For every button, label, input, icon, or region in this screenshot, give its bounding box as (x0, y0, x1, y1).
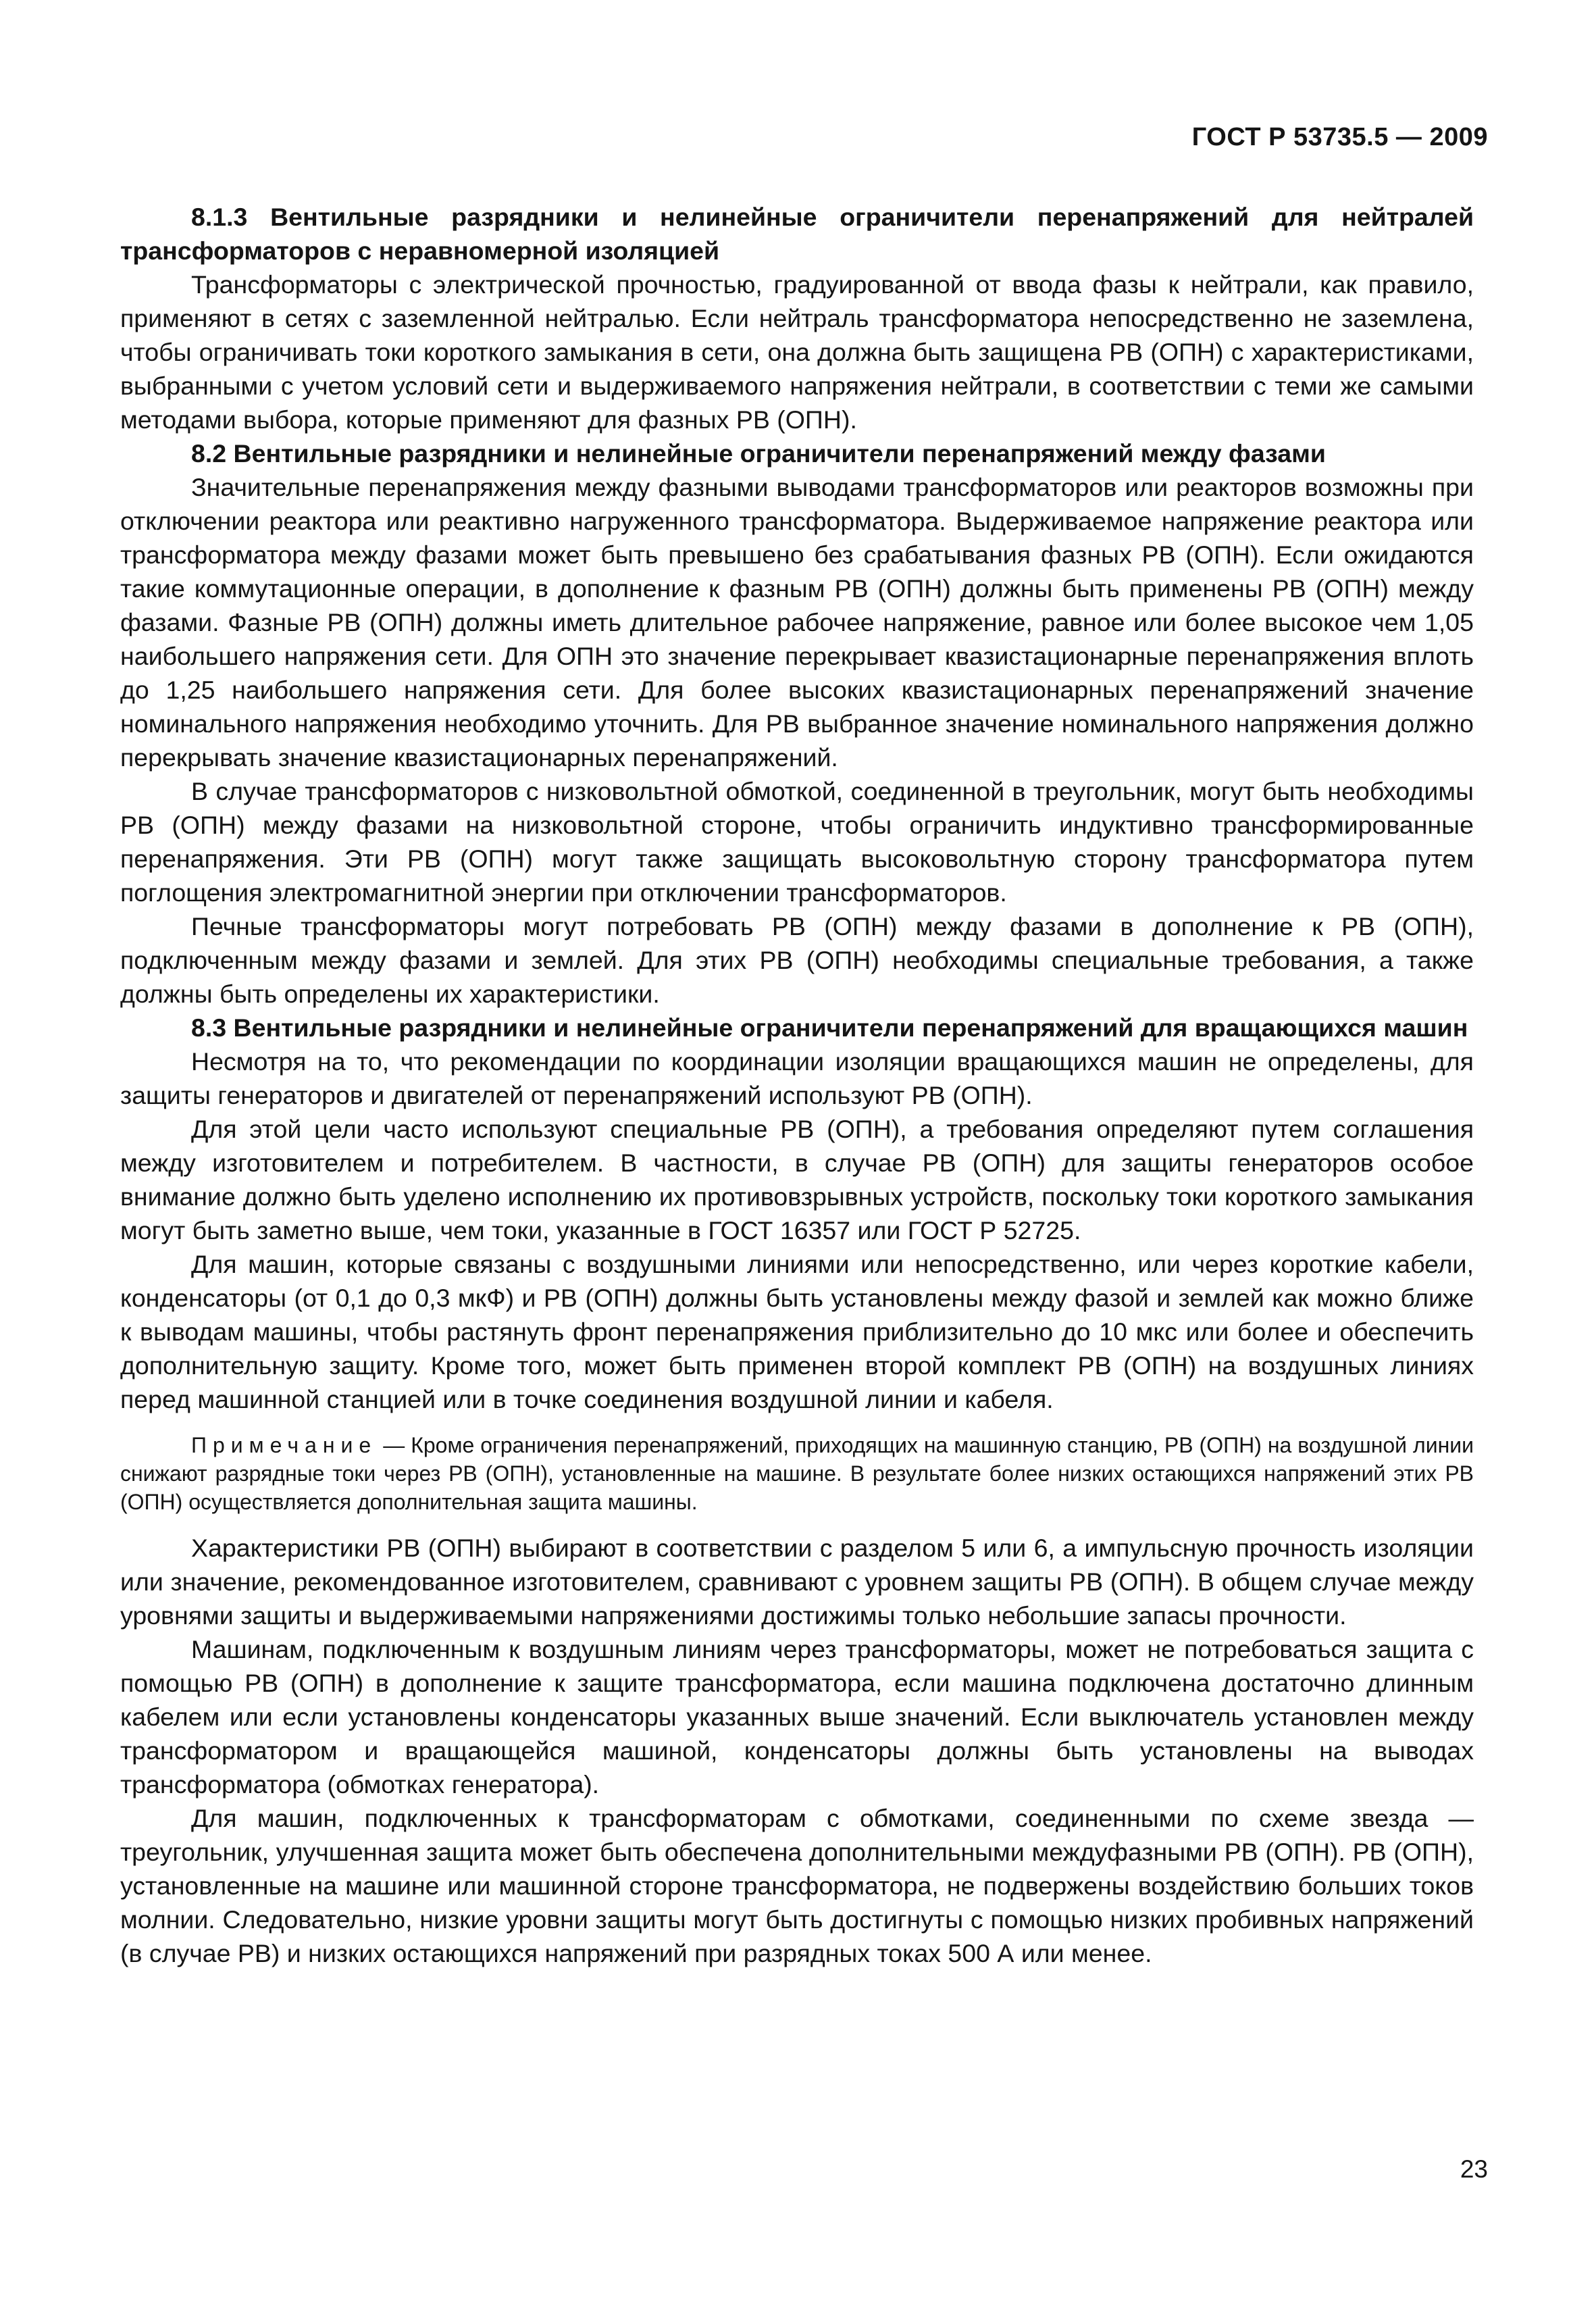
document-body (120, 200, 1474, 1970)
paragraph: Для этой цели часто используют специальные РВ (ОПН), а требования определяют путем соглашения между изготовителем и потребителем. В частности, в случае РВ (ОПН) для защиты генераторов особое внимание должно быть уделено исполнению их противовзрывных устройств, поскольку токи короткого замыкания могут быть заметно выше, чем токи, указанные в ГОСТ 16357 или ГОСТ Р 52725. (120, 1115, 1474, 1244)
note-dash: — (377, 1433, 411, 1457)
standard-header: ГОСТ Р 53735.5 — 2009 (1191, 123, 1488, 151)
paragraph: Значительные перенапряжения между фазными выводами трансформаторов или реакторов возможны при отключении реактора или реактивно нагруженного трансформатора. Выдерживаемое напряжение реактора или трансформатора между фазами может быть превышено без срабатывания фазных РВ (ОПН). Если ожидаются такие коммутационные операции, в дополнение к фазным РВ (ОПН) должны быть применены РВ (ОПН) между фазами. Фазные РВ (ОПН) должны иметь длительное рабочее напряжение, равное или более высокое чем 1,05 наибольшего напряжения сети. Для ОПН это значение перекрывает квазистационарные перенапряжения вплоть до 1,25 наибольшего напряжения сети. Для более высоких квазистационарных перенапряжений значение номинального напряжения необходимо уточнить. Для РВ выбранное значение номинального напряжения должно перекрывать значение квазистационарных перенапряжений. (120, 473, 1474, 772)
section-heading-8-1-3: 8.1.3 Вентильные разрядники и нелинейные ограничители перенапряжений для нейтралей трансформаторов с неравномерной изоляцией (120, 203, 1474, 265)
note-block (120, 1431, 1474, 1516)
note-text: Кроме ограничения перенапряжений, приходящих на машинную станцию, РВ (ОПН) на воздушной линии снижают разрядные токи через РВ (ОПН), установленные на машине. В результате более низких остающихся напряжений этих РВ (ОПН) осуществляется дополнительная защита машины. (120, 1433, 1474, 1514)
paragraph: Характеристики РВ (ОПН) выбирают в соответствии с разделом 5 или 6, а импульсную прочность изоляции или значение, рекомендованное изготовителем, сравнивают с уровнем защиты РВ (ОПН). В общем случае между уровнями защиты и выдерживаемыми напряжениями достижимы только небольшие запасы прочности. (120, 1534, 1474, 1630)
page-number: 23 (1460, 2155, 1488, 2183)
paragraph: Машинам, подключенным к воздушным линиям через трансформаторы, может не потребоваться защита с помощью РВ (ОПН) в дополнение к защите трансформатора, если машина подключена достаточно длинным кабелем или если установлены конденсаторы указанных выше значений. Если выключатель установлен между трансформатором и вращающейся машиной, конденсаторы должны быть установлены на выводах трансформатора (обмотках генератора). (120, 1635, 1474, 1799)
paragraph: Печные трансформаторы могут потребовать РВ (ОПН) между фазами в дополнение к РВ (ОПН), подключенным между фазами и землей. Для этих РВ (ОПН) необходимы специальные требования, а также должны быть определены их характеристики. (120, 912, 1474, 1008)
paragraph: Несмотря на то, что рекомендации по координации изоляции вращающихся машин не определены, для защиты генераторов и двигателей от перенапряжений используют РВ (ОПН). (120, 1047, 1474, 1109)
paragraph: Трансформаторы с электрической прочностью, градуированной от ввода фазы к нейтрали, как правило, применяют в сетях с заземленной нейтралью. Если нейтраль трансформатора непосредственно не заземлена, чтобы ограничивать токи короткого замыкания в сети, она должна быть защищена РВ (ОПН) с характеристиками, выбранными с учетом условий сети и выдерживаемого напряжения нейтрали, в соответствии с теми же самыми методами выбора, которые применяют для фазных РВ (ОПН). (120, 270, 1474, 434)
paragraph: В случае трансформаторов с низковольтной обмоткой, соединенной в треугольник, могут быть необходимы РВ (ОПН) между фазами на низковольтной стороне, чтобы ограничить индуктивно трансформированные перенапряжения. Эти РВ (ОПН) могут также защищать высоковольтную сторону трансформатора путем поглощения электромагнитной энергии при отключении трансформаторов. (120, 777, 1474, 907)
paragraph: Для машин, подключенных к трансформаторам с обмотками, соединенными по схеме звезда — треугольник, улучшенная защита может быть обеспечена дополнительными междуфазными РВ (ОПН). РВ (ОПН), установленные на машине или машинной стороне трансформатора, не подвержены воздействию больших токов молнии. Следовательно, низкие уровни защиты могут быть достигнуты с помощью низких пробивных напряжений (в случае РВ) и низких остающихся напряжений при разрядных токах 500 А или менее. (120, 1804, 1474, 1967)
note-label: Примечание (191, 1433, 378, 1457)
section-heading-8-2: 8.2 Вентильные разрядники и нелинейные ограничители перенапряжений между фазами (191, 439, 1326, 468)
paragraph: Для машин, которые связаны с воздушными линиями или непосредственно, или через короткие кабели, конденсаторы (от 0,1 до 0,3 мкФ) и РВ (ОПН) должны быть установлены между фазой и землей как можно ближе к выводам машины, чтобы растянуть фронт перенапряжения приблизительно до 10 мкс или более и обеспечить дополнительную защиту. Кроме того, может быть применен второй комплект РВ (ОПН) на воздушных линиях перед машинной станцией или в точке соединения воздушной линии и кабеля. (120, 1250, 1474, 1413)
section-heading-8-3: 8.3 Вентильные разрядники и нелинейные ограничители перенапряжений для вращающихся машин (191, 1013, 1468, 1042)
